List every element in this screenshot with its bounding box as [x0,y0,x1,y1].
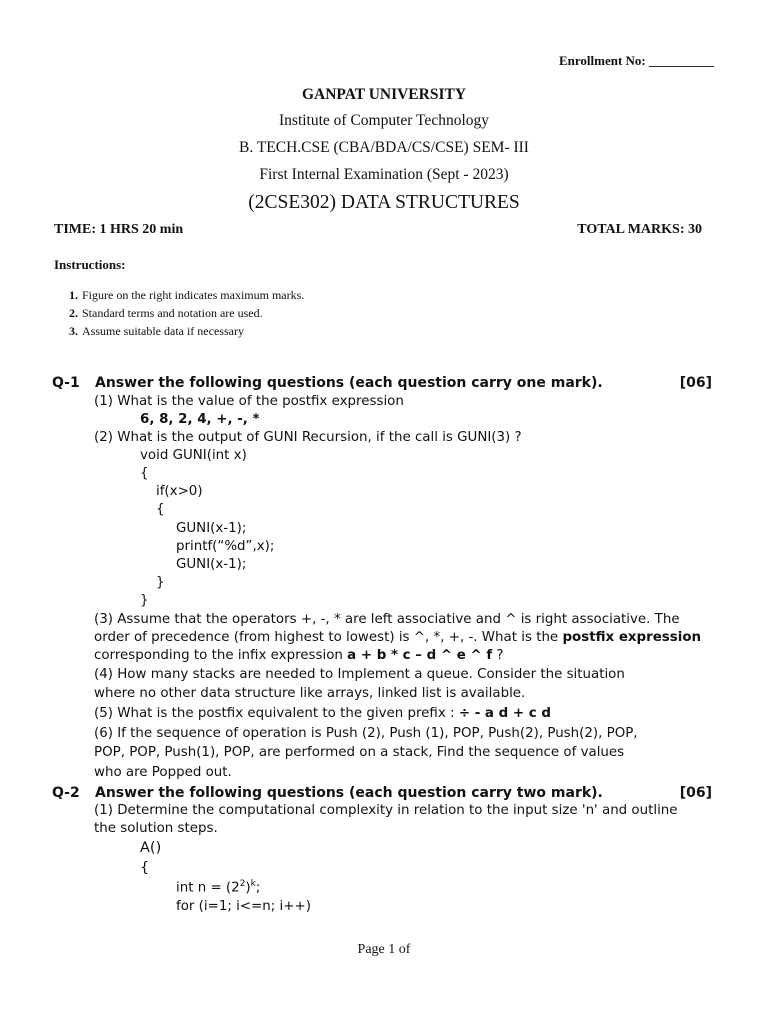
question-part-3: (3) Assume that the operators +, -, * are left associative and ^ is right associative. The [94,612,680,627]
code-line: { [140,466,149,481]
question-marks: [06] [679,375,712,391]
question-part-4: (4) How many stacks are needed to Implement a queue. Consider the situation [94,667,625,682]
text-span: corresponding to the infix expression [94,648,348,663]
code-line: GUNI(x-1); [176,521,247,536]
instruction-number: 2. [69,306,78,320]
code-line: A() [140,840,162,856]
exam-time: TIME: 1 HRS 20 min [54,222,184,237]
code-line: for (i=1; i<=n; i++) [176,899,311,914]
question-part-3-line [94,648,504,663]
emphasis-text: postfix expression [562,630,702,645]
text-span: ; [255,880,261,896]
exam-name: First Internal Examination (Sept - 2023) [259,166,509,183]
question-part-6-line: who are Popped out. [94,765,232,780]
question-part-5 [94,706,551,721]
institute-name: Institute of Computer Technology [279,112,489,129]
code-line: { [140,860,150,876]
text-span: order of precedence (from highest to lowest) is ^, *, +, -. What is the [94,630,563,645]
program-name: B. TECH.CSE (CBA/BDA/CS/CSE) SEM- III [239,139,529,156]
code-line: GUNI(x-1); [176,557,247,572]
question-number: Q-2 [52,785,80,801]
question-part-6-line: POP, POP, Push(1), POP, are performed on a stack, Find the sequence of values [94,745,625,760]
page-footer: Page 1 of [357,942,411,957]
question-title: Answer the following questions (each question carry one mark). [95,375,603,391]
university-name: GANPAT UNIVERSITY [301,86,467,103]
question-part-3-line [94,630,701,645]
instruction-item [58,306,458,322]
question-part-6: (6) If the sequence of operation is Push (2), Push (1), POP, Push(2), Push(2), POP, [94,726,638,741]
instruction-item [58,324,458,340]
question-part-1: (1) What is the value of the postfix expression [94,394,404,409]
postfix-expression: 6, 8, 2, 4, +, -, * [140,412,260,427]
code-line: } [156,575,165,590]
question-number: Q-1 [52,375,80,391]
infix-expression: a + b * c – d ^ e ^ f [347,648,493,663]
code-line: void GUNI(int x) [140,448,247,463]
superscript: k [250,879,256,889]
code-line [176,879,260,895]
question-part-4-line: where no other data structure like arrays, linked list is available. [94,686,526,701]
code-line: if(x>0) [156,484,203,499]
code-line: printf(“%d”,x); [176,539,275,554]
instructions-title: Instructions: [54,257,126,272]
text-span: (5) What is the postfix equivalent to the given prefix : [94,706,459,721]
question-part-1-line: the solution steps. [94,821,218,836]
prefix-expression: ÷ - a d + c d [458,706,551,721]
question-marks: [06] [679,785,712,801]
text-span: ? [492,648,504,663]
course-title: (2CSE302) DATA STRUCTURES [248,192,520,213]
question-part-1: (1) Determine the computational complexity in relation to the input size 'n' and outline [94,803,678,818]
instruction-number: 1. [69,288,78,302]
code-line: } [140,593,149,608]
instruction-text: Assume suitable data if necessary [82,324,244,338]
instruction-item [58,288,458,304]
instruction-text: Standard terms and notation are used. [82,306,263,320]
text-span: int n = (2 [176,880,240,896]
instruction-text: Figure on the right indicates maximum marks. [82,288,305,302]
text-span: ) [245,880,251,896]
total-marks: TOTAL MARKS: 30 [577,222,702,237]
question-title: Answer the following questions (each question carry two mark). [95,785,603,801]
question-part-2: (2) What is the output of GUNI Recursion, if the call is GUNI(3) ? [94,430,522,445]
superscript: 2 [239,879,246,889]
instruction-number: 3. [69,324,78,338]
enrollment-number: Enrollment No: __________ [558,53,714,68]
code-line: { [156,502,165,517]
